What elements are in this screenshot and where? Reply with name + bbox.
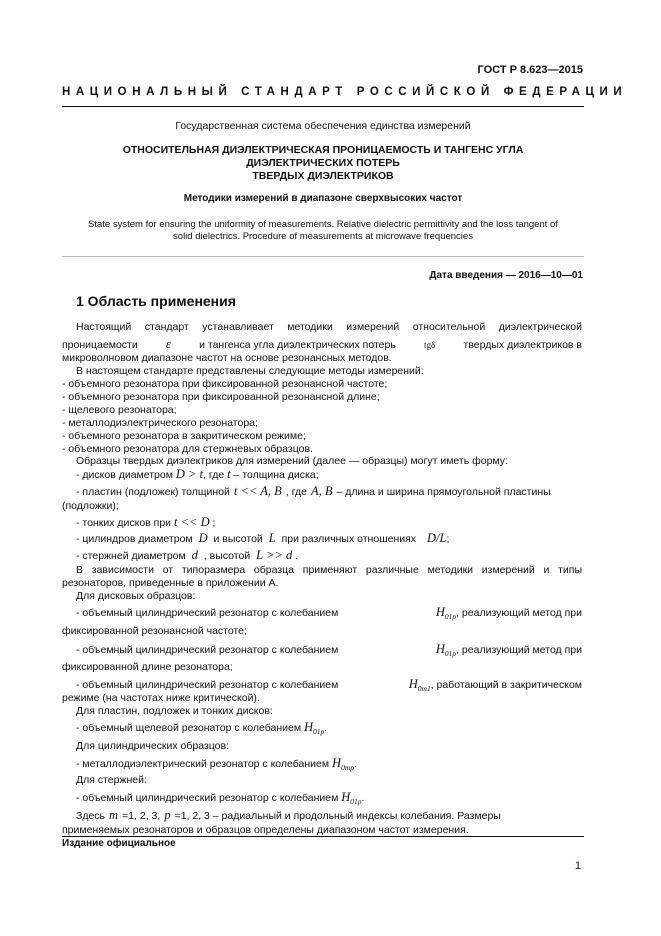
rod-text: - объемный цилиндрический резонатор с колебанием — [76, 792, 339, 804]
tg-delta-symbol: tgδ — [424, 340, 436, 350]
sample-text: ; — [446, 533, 450, 545]
method-item: - объемного резонатора для стержневых образцов. — [62, 443, 313, 455]
disc-text: - объемный цилиндрический резонатор с колебанием — [76, 607, 339, 619]
section-heading: 1 Область применения — [76, 293, 236, 309]
title-separator — [62, 256, 584, 257]
math-expr: D > t — [175, 467, 204, 481]
mode-symbol: H — [435, 605, 445, 619]
sample-rod-line — [76, 548, 298, 563]
doc-title-line1: ОТНОСИТЕЛЬНАЯ ДИЭЛЕКТРИЧЕСКАЯ ПРОНИЦАЕМОСТЬ И ТАНГЕНС УГЛА — [122, 144, 524, 156]
mode-subscript: 0mp — [341, 763, 354, 772]
para1-text-b: и тангенса угла диэлектрических потерь — [199, 339, 396, 351]
indices-text: =1, 2, 3, — [122, 810, 161, 822]
sample-disc-line — [76, 467, 319, 482]
sample-text: – толщина диска; — [230, 469, 319, 481]
epsilon-symbol: ε — [165, 337, 171, 351]
sample-text: при различных отношениях — [281, 533, 417, 545]
sample-text: – длина и ширина прямоугольной пластины — [336, 486, 551, 498]
mode-subscript: 01p — [313, 727, 325, 736]
methods-intro: В настоящем стандарте представлены следующие методы измерений: — [76, 365, 424, 377]
math-expr: m — [109, 808, 119, 822]
sample-plate-line — [62, 484, 582, 499]
disc-item3-cont: режиме (на частотах ниже критической). — [62, 692, 260, 704]
para1-text-c: твердых диэлектриков в — [463, 339, 582, 351]
sample-text: и высотой — [213, 533, 263, 545]
dependence-line1: В зависимости от типоразмера образца применяют различные методики измерений и типы — [76, 564, 582, 576]
doc-subtitle: Методики измерений в диапазоне сверхвысоких частот — [183, 193, 463, 204]
math-expr: L — [268, 531, 276, 545]
sample-text: , где — [203, 469, 225, 481]
disc-samples-intro: Для дисковых образцов: — [76, 590, 196, 602]
sample-thin-disc-line — [76, 515, 215, 530]
sample-text: - пластин (подложек) толщиной — [76, 486, 230, 498]
math-expr: t — [227, 467, 231, 481]
dependence-line2: резонаторов, приведенные в приложении А. — [62, 577, 279, 589]
cyl-text: - металлодиэлектрический резонатор с колебанием — [76, 758, 330, 770]
official-edition: Издание официальное — [62, 838, 176, 849]
math-expr: D — [198, 531, 208, 545]
disc-text: - объемный цилиндрический резонатор с колебанием — [76, 679, 339, 691]
method-item: - металлодиэлектрического резонатора; — [62, 417, 258, 429]
mode-subscript: 01p — [444, 649, 457, 658]
para1-line1: Настоящий стандарт устанавливает методики измерений относительной диэлектрической — [76, 321, 582, 333]
sample-text: ; — [212, 517, 216, 529]
english-title-line1: State system for ensuring the uniformity of measurements. Relative dielectric permittivity and the loss tangent of — [88, 219, 558, 230]
sample-text: - стержней диаметром — [76, 550, 186, 562]
mode-subscript: 0m1 — [417, 684, 431, 693]
para1-text-a: проницаемости — [62, 339, 138, 351]
sample-text: . — [295, 550, 299, 562]
indices-text: Здесь — [76, 810, 106, 822]
method-item: - объемного резонатора при фиксированной резонансной частоте; — [62, 378, 388, 390]
indices-line2: применяемых резонаторов и образцов определены диапазоном частот измерения. — [62, 824, 469, 836]
plate-text: - объемный щелевой резонатор с колебанием — [76, 722, 302, 734]
standard-code: ГОСТ Р 8.623—2015 — [477, 64, 583, 76]
method-item: - объемного резонатора при фиксированной резонансной длине; — [62, 391, 380, 403]
mode-subscript: 01p — [350, 797, 362, 806]
disc-item1-line — [76, 605, 582, 621]
doc-title-line3: ТВЕРДЫХ ДИЭЛЕКТРИКОВ — [252, 170, 394, 182]
sample-cylinder-line — [76, 531, 449, 546]
disc-text: - объемный цилиндрический резонатор с колебанием — [76, 644, 339, 656]
disc-item3-line — [76, 677, 582, 693]
math-expr: A, B — [310, 484, 333, 498]
sample-text: - цилиндров диаметром — [76, 533, 193, 545]
english-title-line2: solid dielectrics. Procedure of measurements at microwave frequencies — [173, 231, 473, 242]
disc-text: , работающий в закритическом — [430, 679, 582, 691]
math-expr: t << A, B — [233, 484, 282, 498]
mode-subscript: 01p — [444, 612, 457, 621]
footer-rule — [62, 836, 584, 837]
header-rule — [62, 106, 584, 107]
sample-text: - дисков диаметром — [76, 469, 173, 481]
math-expr: D/L — [426, 531, 447, 545]
sample-text: , где — [285, 486, 307, 498]
mode-symbol: H — [304, 720, 314, 734]
math-expr: d — [191, 548, 198, 562]
indices-text: =1, 2, 3 – радиальный и продольный индексы колебания. Размеры — [174, 810, 501, 822]
system-title: Государственная система обеспечения единства измерений — [175, 120, 471, 132]
math-expr: p — [164, 808, 171, 822]
plates-item-line — [76, 720, 327, 736]
disc-text: , реализующий метод при — [456, 644, 582, 656]
sample-text: - тонких дисков при — [76, 517, 172, 529]
cylinders-intro: Для цилиндрических образцов: — [76, 740, 229, 752]
rod-text: . — [361, 792, 365, 804]
cyl-text: . — [353, 758, 357, 770]
doc-title-line2: ДИЭЛЕКТРИЧЕСКИХ ПОТЕРЬ — [246, 157, 400, 169]
sample-plate-cont: (подложки); — [62, 500, 119, 512]
page-number: 1 — [574, 860, 581, 872]
effective-date: Дата введения — 2016—10—01 — [429, 270, 583, 281]
sample-text: , высотой — [203, 550, 251, 562]
method-item: - щелевого резонатора; — [62, 404, 177, 416]
indices-line1 — [76, 808, 582, 823]
math-expr: t << D — [173, 515, 210, 529]
disc-text: , реализующий метод при — [456, 607, 582, 619]
para1-line2 — [62, 337, 582, 352]
para1-line3: микроволновом диапазоне частот на основе резонансных методов. — [62, 352, 392, 364]
rods-item-line — [76, 790, 364, 806]
math-expr: L >> d — [256, 548, 293, 562]
disc-item2-cont: фиксированной длине резонатора; — [62, 661, 233, 673]
mode-symbol: H — [435, 642, 445, 656]
cylinders-item-line — [76, 756, 357, 772]
mode-symbol: H — [408, 677, 418, 691]
mode-symbol: H — [341, 790, 351, 804]
method-item: - объемного резонатора в закритическом режиме; — [62, 430, 306, 442]
mode-symbol: H — [332, 756, 342, 770]
plate-text: . — [324, 722, 328, 734]
plates-intro: Для пластин, подложек и тонких дисков: — [76, 705, 273, 717]
samples-intro: Образцы твердых диэлектриков для измерений (далее — образцы) могут иметь форму: — [76, 455, 508, 467]
national-standard-title: НАЦИОНАЛЬНЫЙ СТАНДАРТ РОССИЙСКОЙ ФЕДЕРАЦИИ — [62, 86, 628, 98]
disc-item2-line — [76, 642, 582, 658]
rods-intro: Для стержней: — [76, 774, 147, 786]
disc-item1-cont: фиксированной резонансной частоте; — [62, 625, 247, 637]
